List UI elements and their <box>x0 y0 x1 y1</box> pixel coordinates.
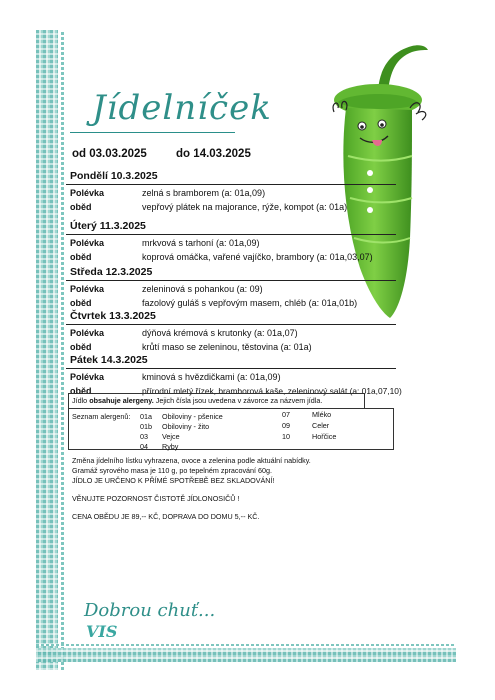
date-to: 14.03.2025 <box>193 148 251 160</box>
allergen-code: 04 <box>140 442 148 451</box>
day-title-thursday: Čtvrtek 13.3.2025 <box>70 310 156 322</box>
lunch-label: oběd <box>70 202 92 212</box>
lunch-friday: přírodní mletý řízek, bramborová kaše, zeleninový salát (a: 01a,07,10) <box>142 386 402 396</box>
day-divider <box>66 280 396 281</box>
note-no-storage: JÍDLO JE URČENO K PŘÍMÉ SPOTŘEBĚ BEZ SKLADOVÁNÍ! <box>72 476 275 485</box>
soup-thursday: dýňová krémová s krutonky (a: 01a,07) <box>142 328 298 338</box>
lunch-wednesday: fazolový guláš s vepřovým masem, chléb (a: 01a,01b) <box>142 298 358 308</box>
note-price: CENA OBĚDU JE 89,-- KČ, DOPRAVA DO DOMU 5,-- KČ. <box>72 512 260 521</box>
footer-greeting: Dobrou chuť... <box>84 600 216 621</box>
lunch-label: oběd <box>70 386 92 396</box>
title-underline <box>70 132 235 133</box>
note-menu-change: Změna jídelního lístku vyhrazena, ovoce a zelenina podle aktuální nabídky. <box>72 456 311 465</box>
date-from: 03.03.2025 <box>89 148 147 160</box>
day-divider <box>66 368 396 369</box>
lunch-label: oběd <box>70 342 92 352</box>
lunch-label: oběd <box>70 298 92 308</box>
note-meat-weight: Gramáž syrového masa je 110 g, po tepelném zpracování 60g. <box>72 466 273 475</box>
allergen-name: Ryby <box>162 442 179 451</box>
allergen-name: Hořčice <box>312 432 337 441</box>
decorative-border-bottom-thin <box>36 644 456 646</box>
date-from-label: od <box>72 148 87 160</box>
allergen-name: Obiloviny - žito <box>162 422 210 431</box>
soup-friday: kminová s hvězdičkami (a: 01a,09) <box>142 372 281 382</box>
allergen-code: 01a <box>140 412 152 421</box>
lunch-monday: vepřový plátek na majorance, rýže, kompot (a: 01a) <box>142 202 348 212</box>
soup-label: Polévka <box>70 238 105 248</box>
allergen-code: 09 <box>282 421 290 430</box>
decorative-border-bottom <box>36 648 456 662</box>
allergen-note: Jídlo obsahuje alergeny. Jejich čísla jsou uvedena v závorce za názvem jídla. <box>72 396 323 405</box>
day-divider <box>66 234 396 235</box>
decorative-border-left-thin <box>61 30 64 670</box>
allergen-code: 07 <box>282 410 290 419</box>
lunch-thursday: krůtí maso se zeleninou, těstovina (a: 01a) <box>142 342 312 352</box>
allergen-code: 10 <box>282 432 290 441</box>
soup-monday: zelná s bramborem (a: 01a,09) <box>142 188 266 198</box>
soup-wednesday: zeleninová s pohankou (a: 09) <box>142 284 263 294</box>
day-title-friday: Pátek 14.3.2025 <box>70 354 148 366</box>
day-title-wednesday: Středa 12.3.2025 <box>70 266 153 278</box>
pepper-icon <box>320 38 450 338</box>
soup-tuesday: mrkvová s tarhoní (a: 01a,09) <box>142 238 260 248</box>
date-range <box>72 148 251 160</box>
company-logo: VIS <box>86 622 118 641</box>
allergen-name: Vejce <box>162 432 180 441</box>
note-container-cleanliness: VĚNUJTE POZORNOST ČISTOTĚ JÍDLONOSIČŮ ! <box>72 494 240 503</box>
day-divider <box>66 324 396 325</box>
soup-label: Polévka <box>70 284 105 294</box>
lunch-label: oběd <box>70 252 92 262</box>
day-divider <box>66 184 396 185</box>
allergen-code: 01b <box>140 422 152 431</box>
allergen-name: Celer <box>312 421 330 430</box>
page-title: Jídelníček <box>92 88 272 128</box>
allergen-list-label: Seznam alergenů: <box>72 412 131 421</box>
decorative-border-left <box>36 30 58 670</box>
day-title-tuesday: Úterý 11.3.2025 <box>70 220 146 232</box>
pepper-mascot-illustration <box>320 38 450 338</box>
soup-label: Polévka <box>70 372 105 382</box>
date-to-label: do <box>176 148 191 160</box>
allergen-name: Mléko <box>312 410 332 419</box>
allergen-code: 03 <box>140 432 148 441</box>
day-title-monday: Pondělí 10.3.2025 <box>70 170 158 182</box>
soup-label: Polévka <box>70 188 105 198</box>
soup-label: Polévka <box>70 328 105 338</box>
allergen-name: Obiloviny - pšenice <box>162 412 223 421</box>
lunch-tuesday: koprová omáčka, vařené vajíčko, brambory (a: 01a,03,07) <box>142 252 373 262</box>
